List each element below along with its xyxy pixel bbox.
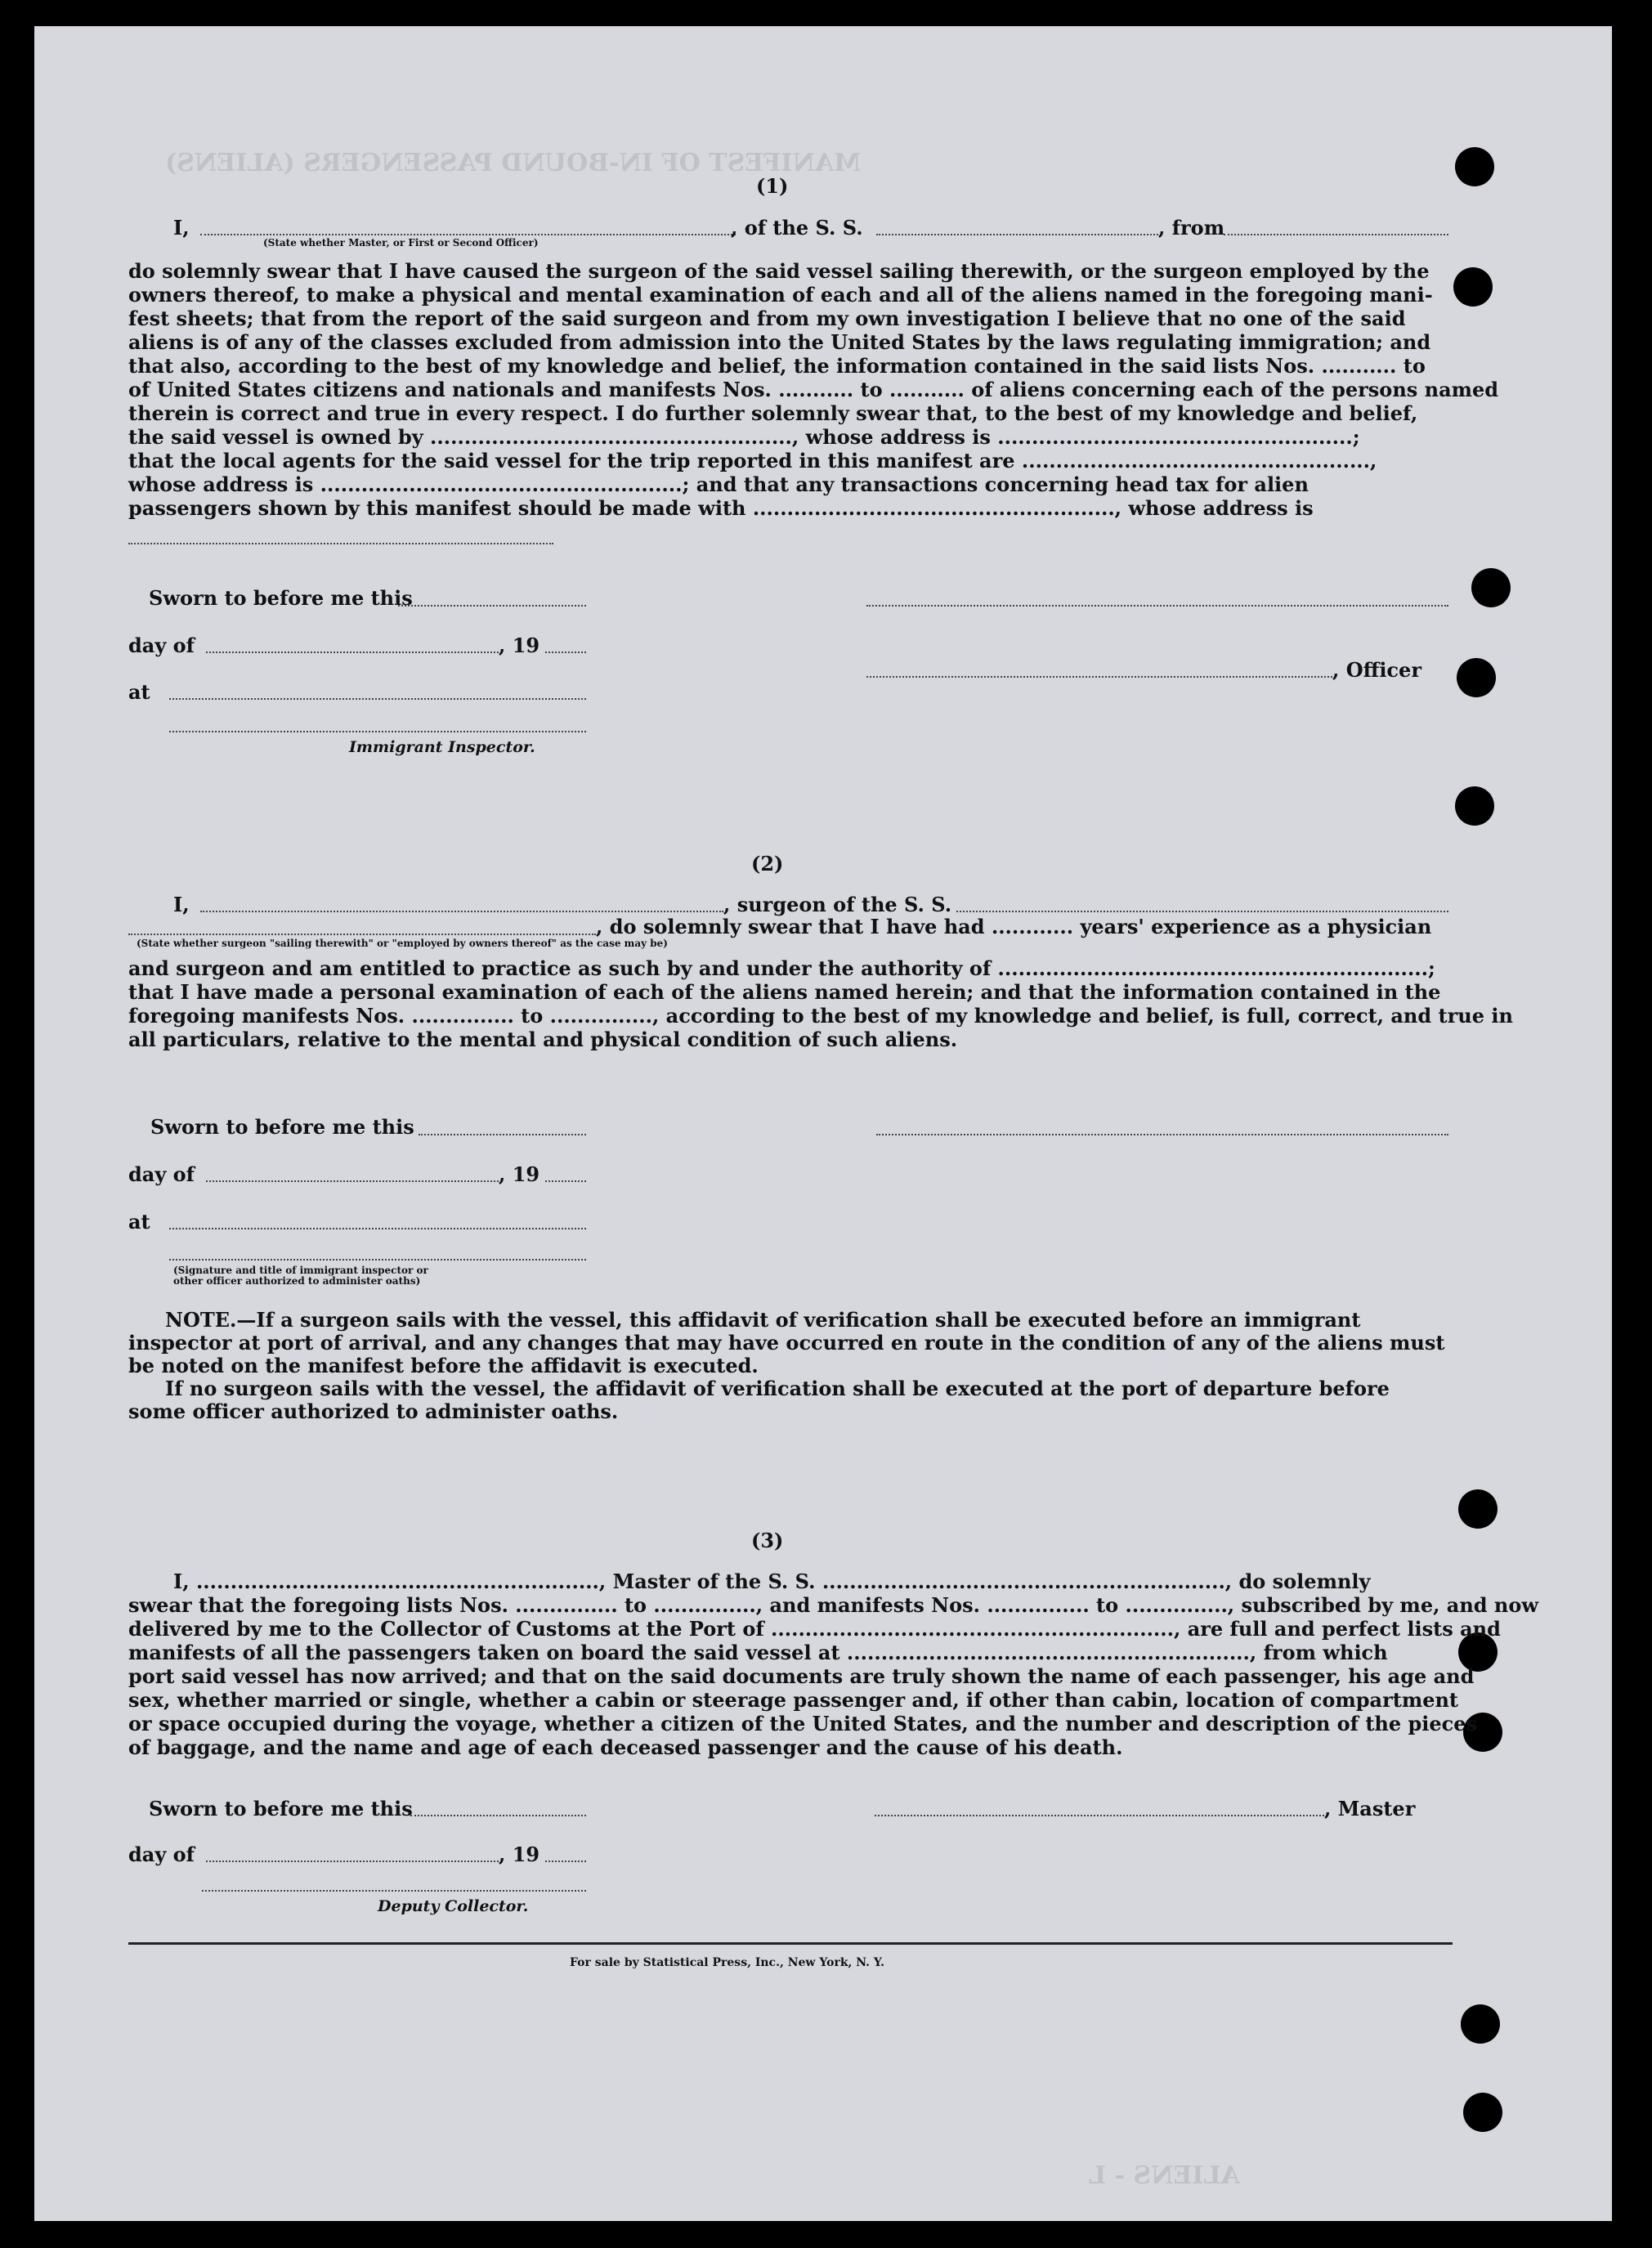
sworn-label-3: Sworn to before me this bbox=[149, 1797, 413, 1820]
section-3-number: (3) bbox=[751, 1529, 784, 1552]
sworn-label-1: Sworn to before me this bbox=[149, 586, 413, 610]
sworn-label-2: Sworn to before me this bbox=[150, 1115, 414, 1139]
bleed-through-header: MANIFEST OF IN-BOUND PASSENGERS (ALIENS) bbox=[165, 149, 862, 177]
day-of-label-3: day of bbox=[128, 1843, 195, 1866]
day-of-field-1[interactable] bbox=[206, 652, 499, 653]
oath-line: owners thereof, to make a physical and mental examination of each and all of the aliens named in the foregoing mani- bbox=[128, 283, 1433, 307]
section-1-i-label: I, bbox=[173, 216, 190, 240]
note-line: some officer authorized to administer oaths. bbox=[128, 1399, 619, 1423]
surgeon-oath-line: that I have made a personal examination of each of the aliens named herein; and that the information contained in the bbox=[128, 980, 1441, 1004]
year-label-3: , 19 bbox=[499, 1843, 540, 1866]
punch-hole bbox=[1463, 2093, 1502, 2132]
day-of-field-2[interactable] bbox=[206, 1180, 499, 1182]
note-line: If no surgeon sails with the vessel, the affidavit of verification shall be executed at the port of departure before bbox=[165, 1377, 1390, 1400]
master-oath-line: delivered by me to the Collector of Customs at the Port of ..........................................................., are full and perfect lists and bbox=[128, 1617, 1501, 1641]
inspector-caption: Immigrant Inspector. bbox=[349, 738, 535, 756]
at-label-1: at bbox=[128, 680, 150, 704]
oath-line: passengers shown by this manifest should be made with ....................................................., whose address is bbox=[128, 496, 1314, 520]
day-of-field-3[interactable] bbox=[206, 1861, 499, 1862]
master-oath-line: or space occupied during the voyage, whether a citizen of the United States, and the number and description of the pieces bbox=[128, 1712, 1478, 1735]
year-field-2[interactable] bbox=[545, 1180, 586, 1182]
year-label-1: , 19 bbox=[499, 634, 540, 657]
sworn-date-field-3[interactable] bbox=[410, 1815, 586, 1816]
master-oath-line: port said vessel has now arrived; and that on the said documents are truly shown the name of each passenger, his age and bbox=[128, 1664, 1475, 1688]
master-oath-line: of baggage, and the name and age of each deceased passenger and the cause of his death. bbox=[128, 1735, 1123, 1759]
oath-line: the said vessel is owned by ....................................................., whose address is ....................................................; bbox=[128, 425, 1360, 449]
surgeon-vessel-field[interactable] bbox=[956, 911, 1448, 912]
surgeon-of-ss-label: , surgeon of the S. S. bbox=[723, 893, 952, 916]
master-signature-line[interactable] bbox=[875, 1815, 1324, 1816]
note-line: inspector at port of arrival, and any changes that may have occurred en route in the condition of any of the aliens must bbox=[128, 1331, 1445, 1355]
oath-line: therein is correct and true in every respect. I do further solemnly swear that, to the best of my knowledge and belief, bbox=[128, 401, 1418, 425]
punch-hole bbox=[1457, 658, 1496, 697]
footer-text: For sale by Statistical Press, Inc., New York, N. Y. bbox=[570, 1956, 884, 1969]
surgeon-name-field[interactable] bbox=[200, 911, 723, 912]
day-of-label-2: day of bbox=[128, 1162, 195, 1186]
from-label: , from bbox=[1158, 216, 1225, 240]
sworn-date-field-1[interactable] bbox=[398, 605, 586, 607]
sig-caption-1: (Signature and title of immigrant inspector or bbox=[173, 1265, 428, 1276]
at-field-2[interactable] bbox=[169, 1228, 586, 1229]
of-ss-label: , of the S. S. bbox=[731, 216, 863, 240]
oath-line: that the local agents for the said vessel for the trip reported in this manifest are ..................................................., bbox=[128, 449, 1377, 472]
surgeon-oath-line-2: , do solemnly swear that I have had ............ years' experience as a physician bbox=[596, 915, 1432, 938]
officer-caption: (State whether Master, or First or Second Officer) bbox=[263, 237, 539, 249]
master-oath-line: sex, whether married or single, whether a cabin or steerage passenger and, if other than cabin, location of compartment bbox=[128, 1688, 1459, 1712]
head-tax-address-field[interactable] bbox=[128, 543, 553, 544]
surgeon-type-field[interactable] bbox=[128, 934, 596, 935]
oath-line: aliens is of any of the classes excluded from admission into the United States by the laws regulating immigration; and bbox=[128, 330, 1431, 354]
sworn-date-field-2[interactable] bbox=[419, 1134, 586, 1135]
collector-signature-line[interactable] bbox=[202, 1890, 586, 1892]
oath-line: do solemnly swear that I have caused the surgeon of the said vessel sailing therewith, or the surgeon employed by the bbox=[128, 259, 1430, 283]
note-line: be noted on the manifest before the affidavit is executed. bbox=[128, 1354, 759, 1377]
master-oath-line: manifests of all the passengers taken on board the said vessel at ..........................................................., from which bbox=[128, 1641, 1388, 1664]
note-line: NOTE.—If a surgeon sails with the vessel, this affidavit of verification shall be executed before an immigrant bbox=[165, 1308, 1361, 1332]
bleed-through-footer: ALIENS - L bbox=[1089, 2161, 1240, 2190]
section-2-number: (2) bbox=[751, 852, 784, 875]
oath-line: of United States citizens and nationals and manifests Nos. ........... to ........... of aliens concerning each of the persons named bbox=[128, 378, 1499, 401]
footer-rule bbox=[128, 1942, 1453, 1945]
officer-signature-line-2[interactable] bbox=[866, 676, 1332, 678]
master-label: , Master bbox=[1324, 1797, 1416, 1820]
sig-caption-2: other officer authorized to administer oaths) bbox=[173, 1275, 421, 1287]
officer-label: , Officer bbox=[1332, 658, 1421, 682]
officer-signature-line-1[interactable] bbox=[866, 605, 1448, 607]
punch-hole bbox=[1458, 1489, 1498, 1529]
surgeon-oath-line: foregoing manifests Nos. ............... to ..............., according to the best of my knowledge and belief, is full, correct, and true in bbox=[128, 1004, 1513, 1028]
oath-line: whose address is .....................................................; and that any transactions concerning head tax for alien bbox=[128, 472, 1309, 496]
master-oath-line: swear that the foregoing lists Nos. ............... to ..............., and manifests Nos. ............... to ..............., subscribed by me, and now bbox=[128, 1593, 1539, 1617]
surgeon-caption: (State whether surgeon "sailing therewith" or "employed by owners thereof" as the case may be) bbox=[137, 938, 668, 949]
officer-name-field[interactable] bbox=[200, 234, 736, 235]
punch-hole bbox=[1471, 568, 1511, 607]
at-label-2: at bbox=[128, 1210, 150, 1234]
surgeon-oath-line: and surgeon and am entitled to practice as such by and under the authority of ...............................................................; bbox=[128, 956, 1435, 980]
at-field-1[interactable] bbox=[169, 698, 586, 700]
punch-hole bbox=[1455, 147, 1494, 186]
year-label-2: , 19 bbox=[499, 1162, 540, 1186]
section-1-number: (1) bbox=[756, 174, 789, 198]
document-sheet bbox=[34, 26, 1612, 2221]
punch-hole bbox=[1461, 2004, 1500, 2044]
oath-line: that also, according to the best of my knowledge and belief, the information contained in the said lists Nos. ........... to bbox=[128, 354, 1426, 378]
punch-hole bbox=[1453, 267, 1493, 307]
surgeon-oath-line: all particulars, relative to the mental and physical condition of such aliens. bbox=[128, 1028, 958, 1051]
from-port-field[interactable] bbox=[1224, 234, 1448, 235]
oath-line: fest sheets; that from the report of the said surgeon and from my own investigation I believe that no one of the said bbox=[128, 307, 1406, 330]
year-field-3[interactable] bbox=[545, 1861, 586, 1862]
surgeon-signature-line[interactable] bbox=[876, 1134, 1448, 1135]
vessel-name-field[interactable] bbox=[876, 234, 1158, 235]
collector-caption: Deputy Collector. bbox=[378, 1897, 529, 1915]
section-2-i-label: I, bbox=[173, 893, 190, 916]
year-field-1[interactable] bbox=[545, 652, 586, 653]
inspector-signature-line[interactable] bbox=[169, 731, 586, 732]
inspector-signature-line-2[interactable] bbox=[169, 1259, 586, 1261]
master-oath-line: I, ..........................................................., Master of the S. S. ..........................................................., do solemnly bbox=[173, 1570, 1371, 1593]
punch-hole bbox=[1455, 786, 1494, 826]
day-of-label-1: day of bbox=[128, 634, 195, 657]
